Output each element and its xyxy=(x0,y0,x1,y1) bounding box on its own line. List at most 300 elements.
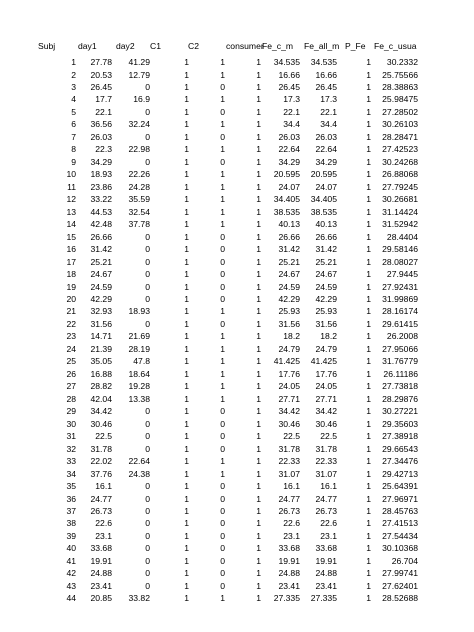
cell-p-fe: 1 xyxy=(366,555,371,566)
cell-fe-c-usua: 27.92431 xyxy=(382,281,418,292)
table-row xyxy=(0,206,474,218)
cell-c2: 0 xyxy=(220,493,225,504)
cell-subj: 7 xyxy=(71,131,76,142)
cell-c2: 1 xyxy=(220,393,225,404)
cell-day2: 0 xyxy=(145,106,150,117)
cell-c1: 1 xyxy=(184,194,189,205)
cell-day2: 0 xyxy=(145,493,150,504)
cell-subj: 6 xyxy=(71,119,76,130)
cell-fe-all-m: 24.88 xyxy=(315,568,337,579)
cell-day2: 16.9 xyxy=(133,94,150,105)
cell-consumer: 1 xyxy=(256,456,261,466)
cell-day1: 27.78 xyxy=(90,57,112,67)
cell-consumer: 1 xyxy=(256,418,261,429)
cell-c2: 1 xyxy=(220,343,225,354)
cell-c2: 0 xyxy=(220,81,225,92)
cell-day2: 0 xyxy=(145,568,150,579)
header-subj: Subj xyxy=(38,41,56,51)
cell-c2: 0 xyxy=(220,481,225,491)
cell-fe-c-m: 24.07 xyxy=(278,181,300,192)
cell-fe-c-usua: 28.38863 xyxy=(382,81,418,92)
cell-c1: 1 xyxy=(184,94,189,105)
cell-fe-c-m: 34.29 xyxy=(278,156,300,167)
cell-day2: 13.38 xyxy=(128,393,150,404)
cell-p-fe: 1 xyxy=(366,580,371,591)
cell-c1: 1 xyxy=(184,81,189,92)
cell-subj: 39 xyxy=(66,530,76,541)
table-row xyxy=(0,305,474,317)
cell-day1: 14.71 xyxy=(90,331,112,342)
cell-fe-c-usua: 31.76779 xyxy=(382,356,418,367)
cell-p-fe: 1 xyxy=(366,381,371,392)
cell-c1: 1 xyxy=(184,443,189,454)
cell-consumer: 1 xyxy=(256,57,261,67)
cell-fe-all-m: 17.76 xyxy=(315,368,337,379)
cell-subj: 30 xyxy=(66,418,76,429)
cell-fe-c-usua: 30.26681 xyxy=(382,194,418,205)
cell-c1: 1 xyxy=(184,580,189,591)
cell-p-fe: 1 xyxy=(366,194,371,205)
cell-fe-c-usua: 27.99741 xyxy=(382,568,418,579)
cell-consumer: 1 xyxy=(256,244,261,255)
cell-c2: 0 xyxy=(220,244,225,255)
table-row xyxy=(0,231,474,243)
table-row xyxy=(0,93,474,105)
cell-c1: 1 xyxy=(184,393,189,404)
cell-subj: 24 xyxy=(66,343,76,354)
cell-consumer: 1 xyxy=(256,381,261,392)
cell-consumer: 1 xyxy=(256,169,261,180)
cell-day1: 36.56 xyxy=(90,119,112,130)
cell-c1: 1 xyxy=(184,543,189,554)
cell-c1: 1 xyxy=(184,505,189,516)
cell-fe-c-usua: 28.29876 xyxy=(382,393,418,404)
cell-c2: 0 xyxy=(220,269,225,279)
cell-p-fe: 1 xyxy=(366,156,371,167)
cell-day2: 0 xyxy=(145,481,150,491)
cell-consumer: 1 xyxy=(256,406,261,417)
cell-consumer: 1 xyxy=(256,343,261,354)
cell-subj: 23 xyxy=(66,331,76,342)
cell-subj: 14 xyxy=(66,219,76,230)
table-row xyxy=(0,243,474,255)
cell-day2: 0 xyxy=(145,431,150,442)
cell-fe-c-m: 22.1 xyxy=(283,106,300,117)
cell-subj: 10 xyxy=(66,169,76,180)
cell-fe-c-m: 24.05 xyxy=(278,381,300,392)
cell-p-fe: 1 xyxy=(366,356,371,367)
cell-fe-c-usua: 27.9445 xyxy=(386,269,418,279)
table-row xyxy=(0,355,474,367)
cell-day1: 16.1 xyxy=(95,481,112,491)
cell-p-fe: 1 xyxy=(366,593,371,604)
cell-fe-all-m: 34.29 xyxy=(315,156,337,167)
cell-subj: 21 xyxy=(66,306,76,317)
cell-c2: 0 xyxy=(220,530,225,541)
cell-day2: 0 xyxy=(145,269,150,279)
cell-c1: 1 xyxy=(184,144,189,155)
cell-fe-c-m: 22.33 xyxy=(278,456,300,466)
cell-c2: 0 xyxy=(220,505,225,516)
cell-p-fe: 1 xyxy=(366,281,371,292)
cell-p-fe: 1 xyxy=(366,318,371,329)
cell-fe-all-m: 24.59 xyxy=(315,281,337,292)
cell-day1: 34.29 xyxy=(90,156,112,167)
cell-subj: 31 xyxy=(66,431,76,442)
cell-fe-c-usua: 28.52688 xyxy=(382,593,418,604)
cell-fe-all-m: 31.78 xyxy=(315,443,337,454)
cell-day1: 32.93 xyxy=(90,306,112,317)
table-row xyxy=(0,480,474,492)
cell-day2: 0 xyxy=(145,244,150,255)
cell-fe-c-usua: 27.38918 xyxy=(382,431,418,442)
cell-c1: 1 xyxy=(184,368,189,379)
cell-day1: 23.1 xyxy=(95,530,112,541)
table-row xyxy=(0,493,474,505)
table-row xyxy=(0,368,474,380)
cell-consumer: 1 xyxy=(256,356,261,367)
cell-p-fe: 1 xyxy=(366,106,371,117)
cell-subj: 16 xyxy=(66,244,76,255)
table-row xyxy=(0,131,474,143)
cell-c1: 1 xyxy=(184,318,189,329)
table-row xyxy=(0,156,474,168)
cell-c2: 1 xyxy=(220,57,225,67)
cell-fe-all-m: 25.21 xyxy=(315,256,337,267)
cell-c1: 1 xyxy=(184,593,189,604)
cell-c1: 1 xyxy=(184,169,189,180)
cell-fe-c-usua: 25.75566 xyxy=(382,69,418,80)
cell-c1: 1 xyxy=(184,69,189,80)
cell-day2: 22.64 xyxy=(128,456,150,466)
cell-consumer: 1 xyxy=(256,493,261,504)
cell-p-fe: 1 xyxy=(366,69,371,80)
cell-fe-c-m: 27.71 xyxy=(278,393,300,404)
table-row xyxy=(0,318,474,330)
table-row xyxy=(0,143,474,155)
cell-day2: 0 xyxy=(145,406,150,417)
cell-fe-c-m: 24.59 xyxy=(278,281,300,292)
cell-c2: 1 xyxy=(220,181,225,192)
cell-c2: 0 xyxy=(220,518,225,529)
cell-day2: 35.59 xyxy=(128,194,150,205)
cell-fe-c-m: 27.335 xyxy=(273,593,300,604)
cell-c2: 1 xyxy=(220,94,225,105)
cell-fe-all-m: 16.66 xyxy=(315,69,337,80)
cell-c2: 1 xyxy=(220,468,225,479)
cell-subj: 3 xyxy=(71,81,76,92)
cell-consumer: 1 xyxy=(256,481,261,491)
cell-fe-c-usua: 28.08027 xyxy=(382,256,418,267)
cell-fe-all-m: 24.05 xyxy=(315,381,337,392)
cell-day1: 42.29 xyxy=(90,293,112,304)
cell-day2: 0 xyxy=(145,580,150,591)
table-row xyxy=(0,256,474,268)
cell-day1: 22.6 xyxy=(95,518,112,529)
header-fe-c-usua: Fe_c_usua xyxy=(374,41,417,51)
table-row xyxy=(0,567,474,579)
cell-consumer: 1 xyxy=(256,368,261,379)
header-fe-all-m: Fe_all_m xyxy=(304,41,340,51)
cell-c2: 1 xyxy=(220,144,225,155)
cell-subj: 35 xyxy=(66,481,76,491)
cell-p-fe: 1 xyxy=(366,543,371,554)
cell-fe-c-usua: 30.26103 xyxy=(382,119,418,130)
table-row xyxy=(0,293,474,305)
cell-fe-c-m: 24.77 xyxy=(278,493,300,504)
cell-day2: 0 xyxy=(145,555,150,566)
cell-day2: 24.28 xyxy=(128,181,150,192)
table-row xyxy=(0,592,474,604)
cell-fe-all-m: 19.91 xyxy=(315,555,337,566)
cell-day2: 0 xyxy=(145,543,150,554)
cell-p-fe: 1 xyxy=(366,343,371,354)
cell-consumer: 1 xyxy=(256,518,261,529)
cell-fe-all-m: 22.5 xyxy=(320,431,337,442)
cell-c2: 0 xyxy=(220,231,225,242)
cell-p-fe: 1 xyxy=(366,57,371,67)
cell-c2: 0 xyxy=(220,431,225,442)
cell-fe-all-m: 24.77 xyxy=(315,493,337,504)
cell-c1: 1 xyxy=(184,119,189,130)
cell-c1: 1 xyxy=(184,156,189,167)
cell-p-fe: 1 xyxy=(366,331,371,342)
cell-day2: 0 xyxy=(145,418,150,429)
cell-c2: 1 xyxy=(220,219,225,230)
cell-day2: 22.26 xyxy=(128,169,150,180)
cell-c1: 1 xyxy=(184,306,189,317)
cell-c1: 1 xyxy=(184,331,189,342)
table-row xyxy=(0,181,474,193)
cell-day2: 0 xyxy=(145,131,150,142)
cell-p-fe: 1 xyxy=(366,468,371,479)
cell-p-fe: 1 xyxy=(366,269,371,279)
table-row xyxy=(0,542,474,554)
cell-c1: 1 xyxy=(184,281,189,292)
cell-day1: 20.85 xyxy=(90,593,112,604)
cell-day1: 24.88 xyxy=(90,568,112,579)
cell-fe-c-m: 34.42 xyxy=(278,406,300,417)
table-row xyxy=(0,455,474,467)
cell-fe-all-m: 34.535 xyxy=(310,57,337,67)
cell-fe-all-m: 22.1 xyxy=(320,106,337,117)
cell-fe-all-m: 38.535 xyxy=(310,206,337,217)
table-row xyxy=(0,555,474,567)
cell-c2: 1 xyxy=(220,206,225,217)
cell-day1: 26.03 xyxy=(90,131,112,142)
cell-p-fe: 1 xyxy=(366,144,371,155)
cell-fe-all-m: 41.425 xyxy=(310,356,337,367)
cell-subj: 29 xyxy=(66,406,76,417)
cell-day2: 0 xyxy=(145,81,150,92)
cell-fe-all-m: 23.41 xyxy=(315,580,337,591)
cell-c1: 1 xyxy=(184,206,189,217)
cell-fe-c-usua: 27.95066 xyxy=(382,343,418,354)
cell-p-fe: 1 xyxy=(366,244,371,255)
cell-fe-c-m: 26.45 xyxy=(278,81,300,92)
cell-fe-c-m: 24.79 xyxy=(278,343,300,354)
cell-p-fe: 1 xyxy=(366,81,371,92)
cell-subj: 44 xyxy=(66,593,76,604)
cell-consumer: 1 xyxy=(256,256,261,267)
cell-fe-all-m: 27.71 xyxy=(315,393,337,404)
cell-c2: 0 xyxy=(220,406,225,417)
table-row xyxy=(0,405,474,417)
cell-day1: 23.86 xyxy=(90,181,112,192)
cell-day2: 0 xyxy=(145,281,150,292)
cell-c2: 1 xyxy=(220,194,225,205)
cell-day2: 32.54 xyxy=(128,206,150,217)
cell-p-fe: 1 xyxy=(366,456,371,466)
cell-subj: 2 xyxy=(71,69,76,80)
cell-fe-all-m: 24.67 xyxy=(315,269,337,279)
header-c2: C2 xyxy=(188,41,199,51)
cell-c1: 1 xyxy=(184,293,189,304)
cell-p-fe: 1 xyxy=(366,431,371,442)
cell-fe-all-m: 16.1 xyxy=(320,481,337,491)
cell-fe-c-usua: 26.2008 xyxy=(386,331,418,342)
cell-subj: 33 xyxy=(66,456,76,466)
cell-c2: 0 xyxy=(220,443,225,454)
cell-subj: 37 xyxy=(66,505,76,516)
cell-p-fe: 1 xyxy=(366,368,371,379)
cell-fe-c-usua: 26.88068 xyxy=(382,169,418,180)
cell-fe-all-m: 22.6 xyxy=(320,518,337,529)
cell-c2: 0 xyxy=(220,156,225,167)
cell-fe-c-usua: 27.54434 xyxy=(382,530,418,541)
table-row xyxy=(0,393,474,405)
cell-p-fe: 1 xyxy=(366,530,371,541)
cell-day2: 22.98 xyxy=(128,144,150,155)
cell-day1: 22.5 xyxy=(95,431,112,442)
cell-c2: 0 xyxy=(220,293,225,304)
cell-c1: 1 xyxy=(184,343,189,354)
cell-fe-c-m: 26.66 xyxy=(278,231,300,242)
cell-c1: 1 xyxy=(184,530,189,541)
cell-subj: 25 xyxy=(66,356,76,367)
cell-fe-all-m: 30.46 xyxy=(315,418,337,429)
cell-c2: 0 xyxy=(220,555,225,566)
cell-c2: 0 xyxy=(220,256,225,267)
table-row xyxy=(0,517,474,529)
cell-c1: 1 xyxy=(184,456,189,466)
cell-fe-c-m: 26.73 xyxy=(278,505,300,516)
cell-fe-c-m: 22.64 xyxy=(278,144,300,155)
header-day1: day1 xyxy=(78,41,97,51)
cell-p-fe: 1 xyxy=(366,206,371,217)
cell-fe-c-usua: 29.66543 xyxy=(382,443,418,454)
cell-consumer: 1 xyxy=(256,231,261,242)
cell-fe-c-m: 22.6 xyxy=(283,518,300,529)
cell-fe-c-m: 38.535 xyxy=(273,206,300,217)
cell-day2: 33.82 xyxy=(128,593,150,604)
header-fe-c-m: Fe_c_m xyxy=(262,41,294,51)
cell-fe-all-m: 20.595 xyxy=(310,169,337,180)
cell-c1: 1 xyxy=(184,381,189,392)
cell-day1: 18.93 xyxy=(90,169,112,180)
cell-consumer: 1 xyxy=(256,530,261,541)
cell-c1: 1 xyxy=(184,568,189,579)
cell-fe-all-m: 26.73 xyxy=(315,505,337,516)
cell-consumer: 1 xyxy=(256,555,261,566)
cell-p-fe: 1 xyxy=(366,393,371,404)
cell-day1: 34.42 xyxy=(90,406,112,417)
cell-fe-c-m: 34.4 xyxy=(283,119,300,130)
cell-fe-c-m: 30.46 xyxy=(278,418,300,429)
cell-fe-c-m: 26.03 xyxy=(278,131,300,142)
cell-fe-c-usua: 25.98475 xyxy=(382,94,418,105)
cell-day1: 25.21 xyxy=(90,256,112,267)
cell-c1: 1 xyxy=(184,356,189,367)
cell-c2: 0 xyxy=(220,318,225,329)
cell-fe-all-m: 40.13 xyxy=(315,219,337,230)
cell-consumer: 1 xyxy=(256,593,261,604)
cell-c2: 0 xyxy=(220,543,225,554)
cell-c2: 1 xyxy=(220,306,225,317)
cell-fe-c-usua: 27.73818 xyxy=(382,381,418,392)
cell-c2: 1 xyxy=(220,381,225,392)
cell-fe-c-usua: 29.35603 xyxy=(382,418,418,429)
table-row xyxy=(0,380,474,392)
cell-consumer: 1 xyxy=(256,505,261,516)
cell-day1: 28.82 xyxy=(90,381,112,392)
cell-consumer: 1 xyxy=(256,144,261,155)
cell-p-fe: 1 xyxy=(366,131,371,142)
cell-day1: 30.46 xyxy=(90,418,112,429)
cell-c1: 1 xyxy=(184,57,189,67)
table-row xyxy=(0,443,474,455)
cell-fe-all-m: 26.66 xyxy=(315,231,337,242)
cell-fe-all-m: 17.3 xyxy=(320,94,337,105)
cell-day1: 22.02 xyxy=(90,456,112,466)
cell-fe-c-usua: 30.2332 xyxy=(386,57,418,67)
cell-c2: 0 xyxy=(220,131,225,142)
cell-fe-c-usua: 29.42713 xyxy=(382,468,418,479)
cell-c2: 0 xyxy=(220,281,225,292)
cell-c2: 1 xyxy=(220,368,225,379)
cell-p-fe: 1 xyxy=(366,306,371,317)
cell-subj: 27 xyxy=(66,381,76,392)
cell-c1: 1 xyxy=(184,468,189,479)
cell-c1: 1 xyxy=(184,493,189,504)
cell-day1: 20.53 xyxy=(90,69,112,80)
cell-day2: 24.38 xyxy=(128,468,150,479)
cell-fe-c-m: 25.93 xyxy=(278,306,300,317)
cell-consumer: 1 xyxy=(256,131,261,142)
cell-fe-c-usua: 28.4404 xyxy=(386,231,418,242)
cell-p-fe: 1 xyxy=(366,219,371,230)
cell-fe-c-m: 24.88 xyxy=(278,568,300,579)
table-row xyxy=(0,418,474,430)
cell-day1: 44.53 xyxy=(90,206,112,217)
cell-p-fe: 1 xyxy=(366,94,371,105)
cell-fe-c-usua: 30.10368 xyxy=(382,543,418,554)
cell-day1: 24.77 xyxy=(90,493,112,504)
cell-day2: 12.79 xyxy=(128,69,150,80)
cell-consumer: 1 xyxy=(256,69,261,80)
cell-subj: 26 xyxy=(66,368,76,379)
cell-fe-all-m: 31.42 xyxy=(315,244,337,255)
cell-c1: 1 xyxy=(184,431,189,442)
cell-day1: 37.76 xyxy=(90,468,112,479)
cell-fe-c-m: 18.2 xyxy=(283,331,300,342)
cell-fe-c-m: 20.595 xyxy=(273,169,300,180)
cell-p-fe: 1 xyxy=(366,493,371,504)
cell-day1: 16.88 xyxy=(90,368,112,379)
cell-day2: 0 xyxy=(145,518,150,529)
table-row xyxy=(0,69,474,81)
cell-p-fe: 1 xyxy=(366,406,371,417)
